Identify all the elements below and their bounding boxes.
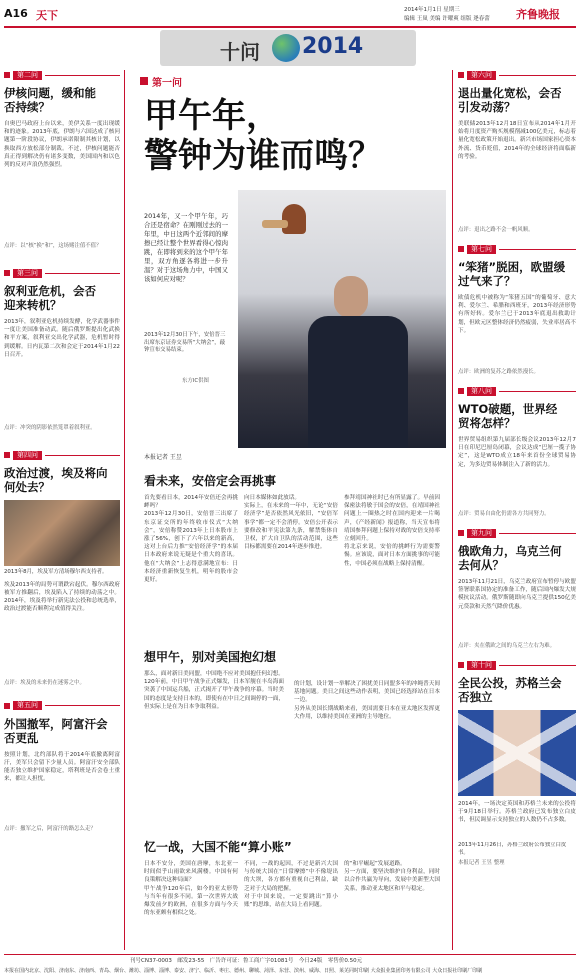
section3-col1-p1: 日本不安分，美国在唐摩，东北亚一时间似乎山雨欲来风满楼。中国有何良策解决这种局面？: [144, 861, 238, 884]
editor-credits: 编辑 王岚 美编 许曜爽 组版 逄春蕾: [404, 16, 490, 22]
q5-note: 点评：撤军之后，阿富汗的路怎么走？: [4, 825, 96, 832]
q5-label: 第五问: [13, 701, 42, 710]
q8-headline: WTO破题，世界经贸将怎样？: [458, 402, 558, 430]
subhead-2: 想甲午，别对美国抱幻想: [144, 650, 277, 664]
photo-credit: 东方IC供图: [182, 378, 209, 384]
section1-col2: [244, 494, 338, 634]
q5-label-bar: [4, 701, 120, 711]
q6-headline: 退出量化宽松，会否引发动荡？: [458, 86, 562, 114]
section3-col1: [144, 860, 238, 952]
q6-body: 美联储2013年12月18日宣布从2014年1月开始将月度资产购买规模削减100亿美元，标志着量化宽松政策开始退出。新兴市场国家担心资本外流、货币贬值，2014年的全球经济将面临新的考验。: [458, 121, 576, 160]
q10-label-bar: [458, 660, 576, 670]
q9-label-bar: [458, 528, 576, 538]
q6-note: 点评：退出之路不会一帆风顺。: [458, 227, 534, 233]
q3-label: 第三问: [13, 269, 42, 278]
bell-icon: [282, 204, 306, 234]
section3-col3: [344, 860, 440, 952]
series-banner: [160, 30, 416, 66]
section3-col3-p1: 的“和平崛起”发展道路。: [344, 861, 406, 867]
q7-headline: “笨猪”脱困，欧盟缓过气来了？: [458, 260, 566, 288]
issue-date: 2014年1月1日 星期三: [404, 7, 460, 13]
abe-bell-photo: [238, 190, 446, 448]
q10-author: 本报记者 王昱 整理: [458, 860, 505, 866]
section2-col1-p2: 120年前，中日甲午战争正式爆发，日本军舰在丰岛海面突袭了中国运兵船，正式揭开了甲午战争的序幕。当时美国的态度是支持日本的，即使有在中日之间调停的一面，但实际上是在为日本争取利益。: [144, 679, 284, 710]
q8-body: 世界贸易组织第九届部长级会议2013年12月7日在印尼巴厘岛闭幕，会议达成“巴厘一揽子协定”，这是WTO成立18年来首份全球贸易协定，为多边贸易体制注入了新的活力。: [458, 437, 576, 468]
section-name: 天下: [36, 9, 58, 22]
q2-note: 点评：以“核”换“和”，这场赌注值不值？: [4, 243, 102, 249]
banner-year: 2014: [302, 34, 364, 59]
q3-label-bar: [4, 268, 120, 278]
section3-col2-p1: 不同，一战的起因，不过是新兴大国与传统大国在“日常摩擦”中不像堤出的大坝，各方都有重视自己利益，缺乏对于大局的把握。: [244, 861, 338, 892]
q9-headline: 俄欧角力，乌克兰何去何从？: [458, 544, 562, 572]
q3-body: 2013年，叙利亚危机持续发酵，化学武器事件一度让美国准备动武。随后俄罗斯提出化武换和平方案，叙利亚交出化学武器，危机暂时得到缓解。日内瓦第二次和会定于2014年1月22日召开。: [4, 319, 120, 358]
left-column: [4, 70, 120, 950]
section1-col3: [344, 494, 440, 670]
main-headline-2: 警钟为谁而鸣？: [144, 136, 382, 176]
q7-label-bar: [458, 244, 576, 254]
section2-col1: [144, 670, 284, 830]
q9-body: 2013年11月21日，乌克兰政府宣布暂停与欧盟签署联系国协定的准备工作，随后国内爆发大规模抗议活动。俄罗斯随即向乌克兰提供150亿美元贷款和天然气降价优惠。: [458, 579, 576, 610]
q8-label: 第八问: [467, 387, 496, 396]
q6-label: 第六问: [467, 71, 496, 80]
q9-note: 点评：夹在俄欧之间的乌克兰左右为难。: [458, 643, 556, 649]
page-number: A16: [4, 7, 28, 20]
section3-col2-p2: 对于中国来说，一定要跳出“算小账”的思维，站在大局上看问题。: [244, 893, 338, 909]
q4-headline: 政治过渡，埃及将向何处去？: [4, 466, 108, 494]
subhead-3: 忆一战，大国不能“算小账”: [144, 840, 292, 854]
main-kicker: 第一问: [152, 77, 182, 89]
section1-col2-p1: 向日本媒体如此放话。: [244, 495, 300, 501]
subhead-1: 看未来，安倍定会再挑事: [144, 474, 277, 488]
footer-meta: 刊号CN37-0003 邮发23-55 广告许可证：鲁工商广字01081号 今日24版 零售价0.50元: [130, 958, 363, 964]
q8-label-bar: [458, 386, 576, 396]
q10-headline: 全民公投，苏格兰会否独立: [458, 676, 562, 704]
q7-note: 点评：欧洲的复苏之路依然漫长。: [458, 369, 539, 375]
q7-body: 欧债危机中被称为“笨猪五国”的葡萄牙、意大利、爱尔兰、希腊和西班牙，2013年经济形势有所好转。爱尔兰已于2013年底退出救助计划，但欧元区整体经济仍然疲弱，失业率居高不下。: [458, 295, 576, 334]
section2-col1-p1: 那么，面对新日美同盟，中国绝不应对美国抱任何幻想。: [144, 671, 284, 677]
q3-headline: 叙利亚危机，会否迎来转机？: [4, 284, 96, 312]
q4-label-bar: [4, 450, 120, 460]
section1-col1-p1: 首先要看日本，2014年安倍还会再挑衅吗？: [144, 495, 238, 510]
person-head: [334, 276, 368, 318]
q6-label-bar: [458, 70, 576, 80]
q4-label: 第四问: [13, 451, 42, 460]
globe-icon: [272, 34, 300, 62]
section1-col1-p2: 2013年12月30日，安倍晋三出席了东京证交所的年终收市仪式“大纳会”，安倍称赞2013年上日本股市上涨了56%，创下了六年以来的新高，这对上台后力推“安倍经济学”的本届日本政府来说无疑是个重大的喜讯。他在“大纳会”上志得意满地宣布：日本经济重新恢复生机，明年的股市会更好。: [144, 511, 238, 584]
right-column: [458, 70, 576, 950]
q8-note: 点评：贸易自由化仍需各方共同努力。: [458, 511, 550, 517]
banner-title: 十问: [220, 40, 260, 64]
section1-col2-p2: 实际上，在未来的一年中，无论“安倍经济学”是否依然风光依旧，“安倍军事学”都一定不会消停。安倍公开表示要修改和平宪法第九条，解禁集体自卫权，扩大自卫队的活动范围，这些目标都需要在2014年逐步推进。: [244, 503, 338, 551]
q2-headline: 伊核问题，缓和能否持续？: [4, 86, 96, 114]
photo-caption: 2013年12月30日下午，安倍晋三出席东京证券交易所“大纳会”，敲钟宣布交易结束。: [144, 332, 226, 353]
page-header: [4, 4, 576, 26]
right-divider: [452, 70, 453, 950]
section1-col3-p1: 参拜靖国神社时已有所显露了。早前因保密法将敏于国会的安倍，在靖国神社问题上一圈热之时在国内迎来一片喝声，《产经新闻》报道称，当天宣布将靖国参拜问题上保持对战的安倍支持率立刻回升。: [344, 495, 440, 543]
q10-caption: 2013年11月26日，苏格兰政府公布独立白皮书。: [458, 842, 567, 856]
header-rule: [4, 26, 576, 28]
q5-headline: 外国撤军，阿富汗会否更乱: [4, 716, 108, 745]
section2-col2: [294, 680, 440, 830]
main-kicker-bar: [140, 74, 240, 88]
footer-printing: 本报在国内北京、沈阳、济南东、济南西、青岛、烟台、潍坊、淄博、淄博、泰安、济宁、临沂、枣庄、德州、聊城、菏泽、东营、滨州、威海、日照、莱芜同时印刷 大众报业集团印务有限公司 大众日报社印刷厂印刷: [4, 968, 483, 974]
q2-label-bar: [4, 70, 120, 80]
main-headline-1: 甲午年，: [144, 96, 280, 136]
scotland-face-photo: [458, 710, 576, 796]
section3-col1-p2: 甲午战争120年后，如今的亚太形势与当年有很多不同。第一次世界大战爆发前夕的欧洲，在很多方面与今天的东亚颇有相似之处。: [144, 885, 238, 917]
q7-label: 第七问: [467, 245, 496, 254]
footer-rule: [4, 954, 576, 955]
section2-col2-p2: 另外从美国长期战略来看，美国需要日本在亚太地区发挥更大作用，以维持美国在亚洲的主导地位。: [294, 705, 440, 720]
person-body: [308, 316, 408, 448]
q10-label: 第十问: [467, 661, 496, 670]
byline: 本报记者 王昱: [144, 454, 182, 461]
q4-note: 点评：埃及的未来仍在迷雾之中。: [4, 679, 85, 686]
section3-col3-p2: 另一方面，要坚决维护自身利益，同时以合作共赢为导向，发展中美新型大国关系，推动亚太地区和平与稳定。: [344, 869, 440, 892]
paper-logo: 齐鲁晚报: [516, 8, 560, 21]
q5-body: 按照计划，北约部队将于2014年底撤离阿富汗，美军只会留下少量人员。阿富汗安全部队能否独立维护国家稳定，塔利班是否会卷土重来，都让人担忧。: [4, 751, 120, 783]
q2-body: 自奥巴马政府上台以来，美伊关系一度出现缓和的迹象。2013年底，伊朗与六国达成了核问题第一阶段协议，伊朗承诺限制其核计划，以换取西方放松部分制裁。不过，伊核问题能否真正得到解决仍有诸多变数，美国国内和以色列的反对声浪仍然强烈。: [4, 121, 120, 169]
main-lede: 2014年，又一个甲午年，巧合还是宿命？在刚刚过去的一年里，中日这两个近邻间的摩擦已经让整个世界看得心惊肉跳，在即将到来的这个甲午年里，双方角逐各将进一步升温？对于这场角力中，中国又该如何应对呢？: [144, 212, 228, 283]
q2-label: 第二问: [13, 71, 42, 80]
q10-body: 2014年，一场决定英国和苏格兰未来的公投将于9月18日举行。苏格兰政府已发布独立白皮书，但民调显示支持独立的人数仍不占多数。: [458, 801, 576, 824]
section3-col2: [244, 860, 338, 952]
q3-note: 点评：冲突的阴影依然笼罩着叙利亚。: [4, 425, 96, 431]
left-divider: [124, 70, 125, 950]
egypt-protest-photo: [4, 500, 120, 566]
center-column: [130, 70, 448, 950]
q4-caption: 2013年8月，埃及军方清场穆尔西支持者。: [4, 569, 108, 575]
section1-col3-p2: 将北京来说，安倍的挑衅行为需要警惕。应该说，面对日本方面挑事的可能性，中国必须在战略上保持清醒。: [344, 544, 440, 567]
q4-body: 埃及2013年的局势可谓跌宕起伏。穆尔西政府被军方推翻后，埃及陷入了持续的动荡之中。2014年，埃及将举行新宪法公投和总统选举，政治过渡能否顺利完成值得关注。: [4, 581, 120, 613]
section1-col1: [144, 494, 238, 634]
section2-col2-p1: 的计划，设计划一举解决了困扰美日同盟多年的冲绳普天间基地问题。美日之间这些动作表明，美国已经选择站在日本一边。: [294, 681, 440, 704]
mallet-icon: [262, 220, 288, 228]
q9-label: 第九问: [467, 529, 496, 538]
saltire-icon: [458, 710, 576, 796]
